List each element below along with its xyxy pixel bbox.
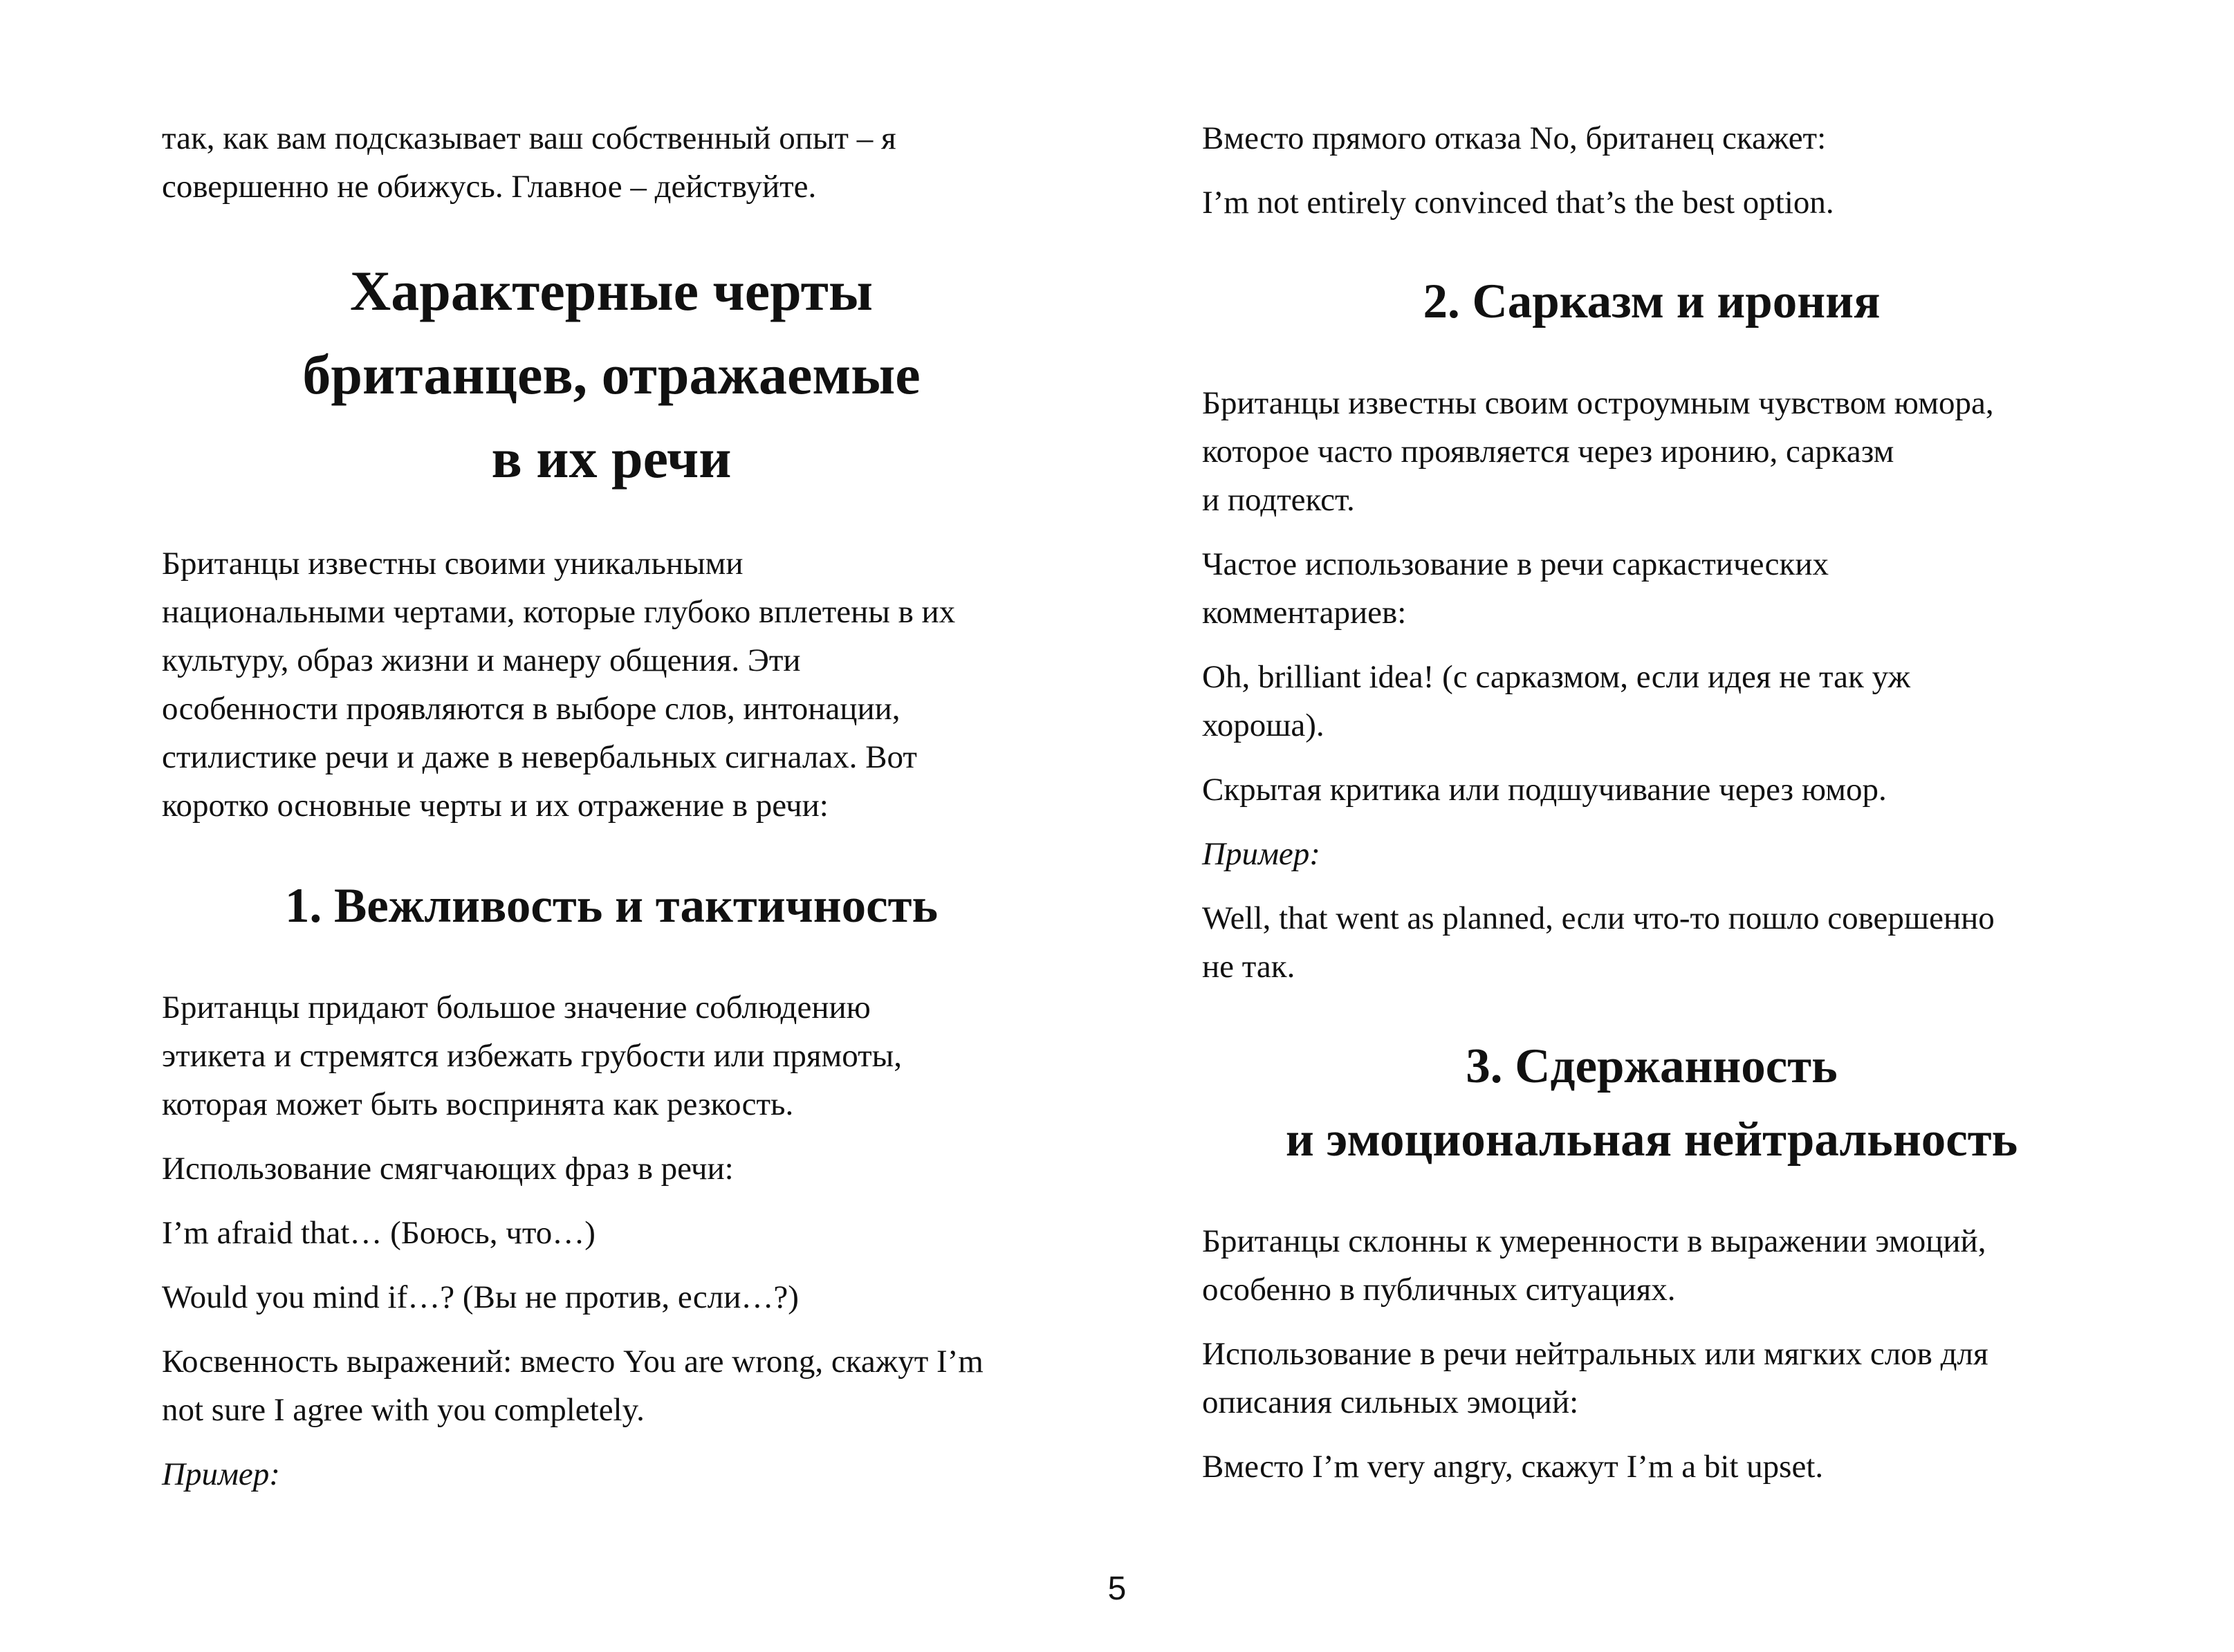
example-phrase: I’m afraid that… (Боюсь, что…) (162, 1215, 596, 1251)
body-text-line: Использование смягчающих фраз в речи: (162, 1151, 734, 1187)
section-heading: 1. Вежливость и тактичность (284, 879, 939, 933)
section-heading: 2. Сарказм и ирония (1423, 275, 1881, 328)
body-text-line: которая может быть воспринята как резкость. (162, 1086, 794, 1122)
intro-text-line: так, как вам подсказывает ваш собственный опыт – я (162, 120, 896, 156)
body-text-line: комментариев: (1202, 595, 1407, 631)
body-text-line: которое часто проявляется через иронию, сарказм (1202, 434, 1894, 470)
example-phrase: I’m not entirely convinced that’s the best option. (1202, 185, 1834, 221)
example-phrase: Would you mind if…? (Вы не против, если…?) (162, 1279, 799, 1315)
body-text-line: Британцы известны своими уникальными (162, 546, 744, 582)
example-phrase: Well, that went as planned, если что-то пошло совершенно (1202, 900, 1995, 936)
body-text-line: Британцы придают большое значение соблюдению (162, 990, 871, 1025)
body-text-line: этикета и стремятся избежать грубости или прямоты, (162, 1038, 902, 1074)
body-text-line: национальными чертами, которые глубоко вплетены в их (162, 594, 956, 630)
body-text-line: Скрытая критика или подшучивание через юмор. (1202, 772, 1887, 808)
body-text-line: и подтекст. (1202, 482, 1355, 518)
body-text-line: описания сильных эмоций: (1202, 1384, 1579, 1420)
intro-text-line: совершенно не обижусь. Главное – действуйте. (162, 169, 817, 205)
body-text-line: Использование в речи нейтральных или мягких слов для (1202, 1336, 1988, 1372)
example-phrase: Вместо I’m very angry, скажут I’m a bit upset. (1202, 1449, 1824, 1485)
body-text-line: Вместо прямого отказа No, британец скажет: (1202, 120, 1827, 156)
section-heading: 3. Сдержанность (1466, 1039, 1838, 1093)
body-text-line: Косвенность выражений: вместо You are wrong, скажут I’m (162, 1344, 984, 1380)
body-text-line: Частое использование в речи саркастических (1202, 546, 1829, 582)
example-phrase: хороша). (1202, 707, 1324, 743)
body-text-line: Британцы склонны к умеренности в выражении эмоций, (1202, 1223, 1986, 1259)
chapter-title-line: Характерные черты (350, 259, 873, 322)
example-phrase: Oh, brilliant idea! (с сарказмом, если идея не так уж (1202, 659, 1910, 695)
example-label: Пример: (1202, 836, 1320, 872)
body-text-line: стилистике речи и даже в невербальных сигналах. Вот (162, 739, 917, 775)
page-number: 5 (1107, 1570, 1127, 1607)
body-text-line: коротко основные черты и их отражение в речи: (162, 788, 829, 824)
body-text-line: особенно в публичных ситуациях. (1202, 1272, 1676, 1308)
chapter-title-line: в их речи (491, 427, 732, 490)
body-text-line: not sure I agree with you completely. (162, 1392, 645, 1428)
example-label: Пример: (162, 1456, 280, 1492)
section-heading: и эмоциональная нейтральность (1285, 1113, 2018, 1167)
example-phrase: не так. (1202, 949, 1295, 985)
body-text-line: культуру, образ жизни и манеру общения. Эти (162, 642, 801, 678)
body-text-line: особенности проявляются в выборе слов, интонации, (162, 691, 901, 727)
body-text-line: Британцы известны своим остроумным чувством юмора, (1202, 385, 1994, 421)
chapter-title-line: британцев, отражаемые (302, 343, 921, 406)
